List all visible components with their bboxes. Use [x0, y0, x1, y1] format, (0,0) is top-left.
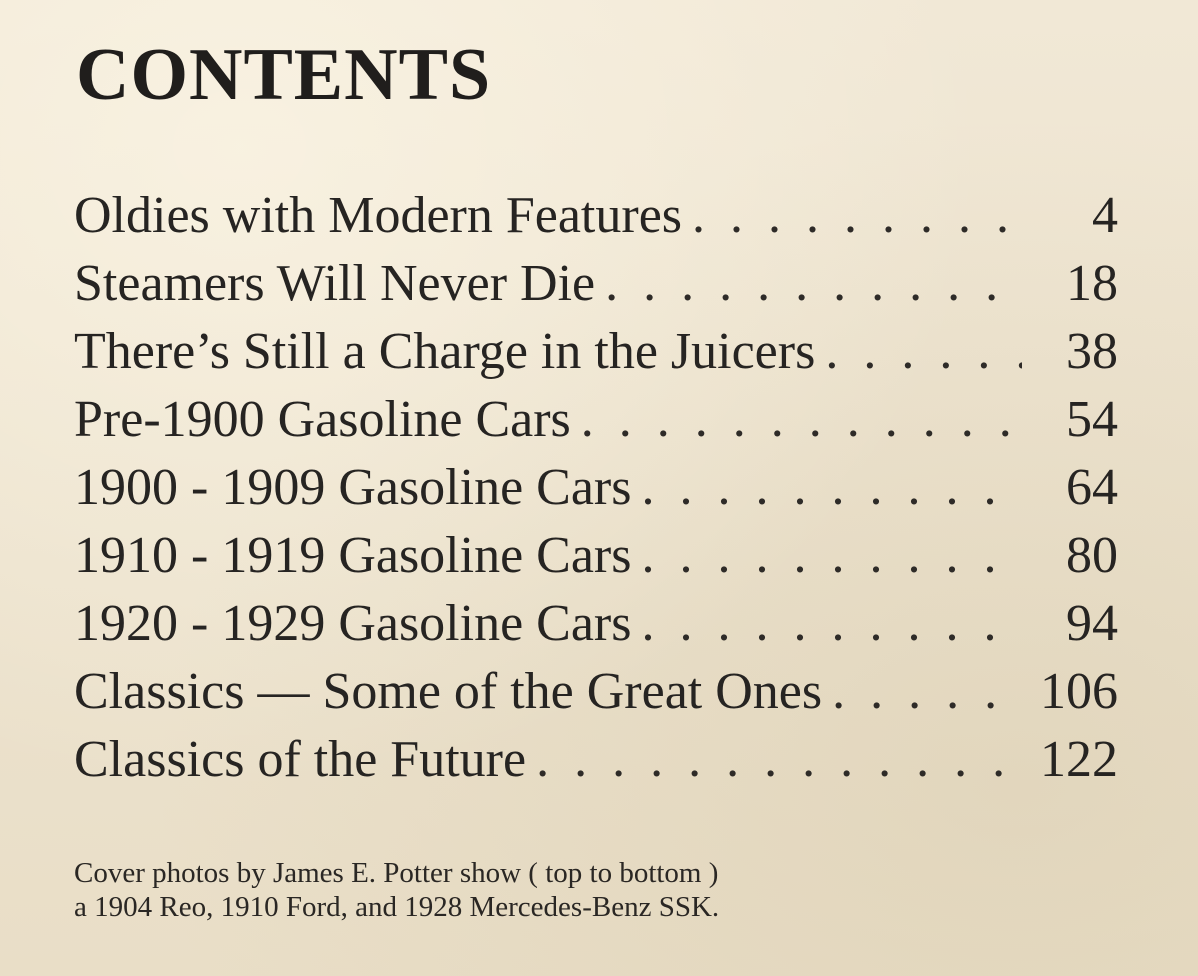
toc-entry-page: 106 [1040, 663, 1118, 720]
toc-entry-title: Oldies with Modern Features [74, 187, 683, 244]
dot-leader [631, 590, 1022, 658]
toc-entry-page: 80 [1066, 527, 1118, 584]
toc-entry[interactable] [74, 182, 1118, 250]
toc-entry-page: 94 [1066, 595, 1118, 652]
dot-leader [822, 658, 1022, 726]
dot-leader [815, 318, 1022, 386]
toc-entry[interactable] [74, 250, 1118, 318]
dot-leader [526, 726, 1022, 794]
toc-entry-page: 4 [1092, 187, 1118, 244]
toc-entry[interactable] [74, 658, 1118, 726]
toc-entry[interactable] [74, 522, 1118, 590]
cover-photo-caption [74, 856, 719, 924]
toc-entry-title: There’s Still a Charge in the Juicers [74, 323, 816, 380]
dot-leader [682, 182, 1022, 250]
toc-entry-title: 1900 - 1909 Gasoline Cars [74, 459, 632, 516]
toc-entry[interactable] [74, 726, 1118, 794]
dot-leader [595, 250, 1022, 318]
table-of-contents [74, 182, 1118, 794]
toc-entry[interactable] [74, 386, 1118, 454]
toc-entry-page: 54 [1066, 391, 1118, 448]
toc-entry-title: 1910 - 1919 Gasoline Cars [74, 527, 632, 584]
toc-entry-title: Classics — Some of the Great Ones [74, 663, 823, 720]
toc-entry-page: 64 [1066, 459, 1118, 516]
toc-entry-title: Steamers Will Never Die [74, 255, 596, 312]
toc-entry[interactable] [74, 590, 1118, 658]
toc-entry[interactable] [74, 318, 1118, 386]
toc-entry-title: Pre-1900 Gasoline Cars [74, 391, 571, 448]
toc-entry-page: 18 [1066, 255, 1118, 312]
dot-leader [571, 386, 1022, 454]
toc-entry-title: 1920 - 1929 Gasoline Cars [74, 595, 632, 652]
toc-entry-page: 38 [1066, 323, 1118, 380]
dot-leader [631, 522, 1022, 590]
page-title: CONTENTS [76, 34, 492, 116]
caption-line: Cover photos by James E. Potter show ( top to bottom ) [74, 857, 719, 889]
toc-entry-title: Classics of the Future [74, 731, 527, 788]
caption-line: a 1904 Reo, 1910 Ford, and 1928 Mercedes-Benz SSK. [74, 891, 720, 923]
dot-leader [631, 454, 1022, 522]
toc-entry-page: 122 [1040, 731, 1118, 788]
toc-entry[interactable] [74, 454, 1118, 522]
